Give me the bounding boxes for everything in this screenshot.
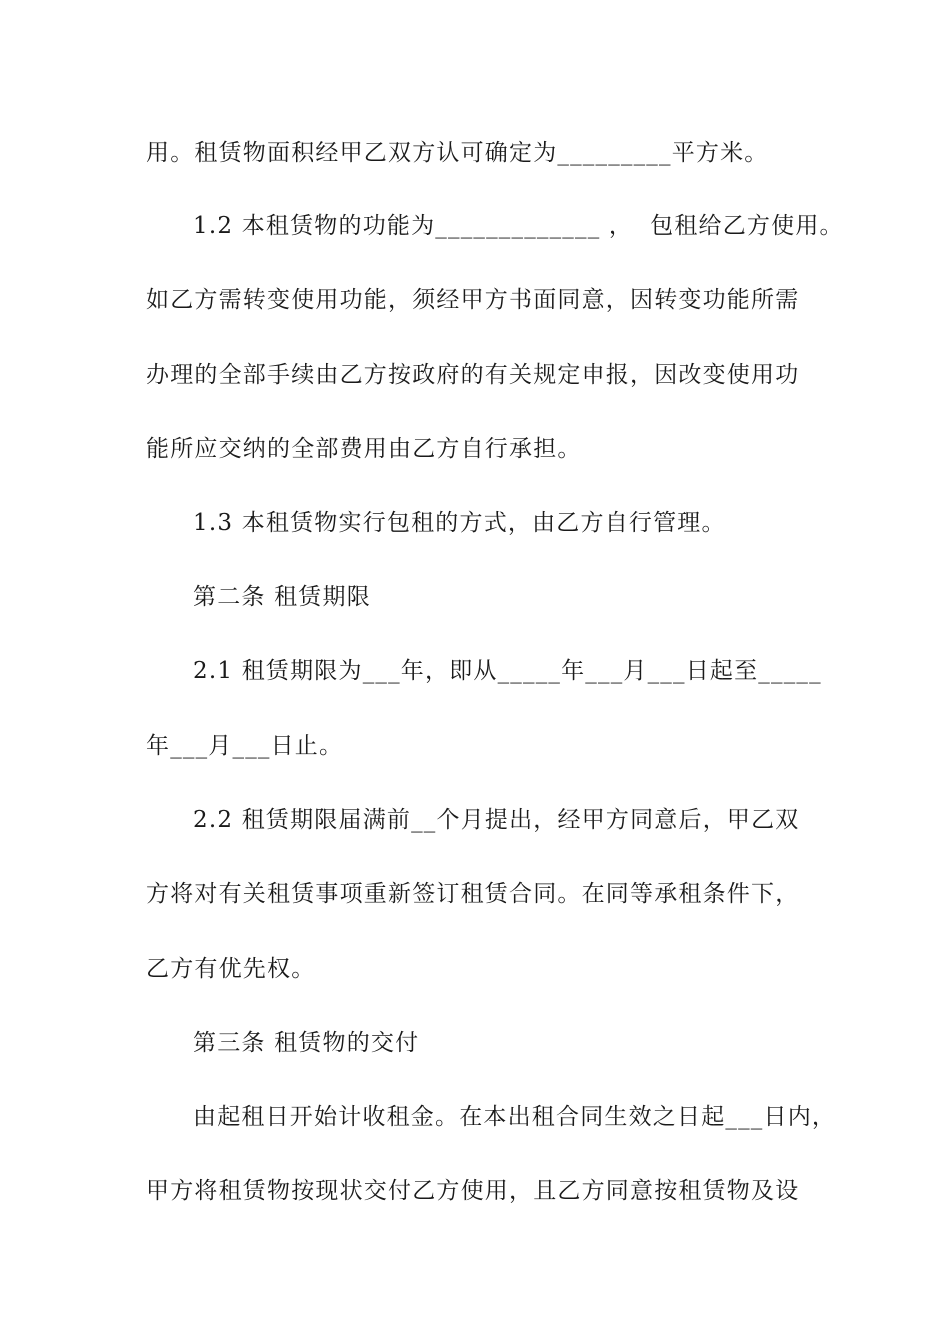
paragraph-line: 乙方有优先权。 bbox=[146, 956, 316, 982]
paragraph-line: 2.2 租赁期限届满前__个月提出，经甲方同意后，甲乙双 bbox=[193, 807, 800, 833]
paragraph-line: 年___月___日止。 bbox=[146, 733, 344, 759]
paragraph-line: 用。租赁物面积经甲乙双方认可确定为_________平方米。 bbox=[146, 140, 769, 166]
paragraph-line: 1.3 本租赁物实行包租的方式，由乙方自行管理。 bbox=[193, 510, 726, 536]
paragraph-line: 甲方将租赁物按现状交付乙方使用，且乙方同意按租赁物及设 bbox=[146, 1178, 800, 1204]
section-heading: 第二条 租赁期限 bbox=[193, 584, 371, 610]
section-heading: 第三条 租赁物的交付 bbox=[193, 1030, 420, 1056]
paragraph-line: 能所应交纳的全部费用由乙方自行承担。 bbox=[146, 436, 582, 462]
paragraph-line: 办理的全部手续由乙方按政府的有关规定申报，因改变使用功 bbox=[146, 362, 800, 388]
paragraph-line: 1.2 本租赁物的功能为_____________ ， 包租给乙方使用。 bbox=[193, 213, 844, 239]
paragraph-line: 方将对有关租赁事项重新签订租赁合同。在同等承租条件下， bbox=[146, 881, 800, 907]
paragraph-line: 如乙方需转变使用功能，须经甲方书面同意，因转变功能所需 bbox=[146, 287, 800, 313]
paragraph-line: 由起租日开始计收租金。在本出租合同生效之日起___日内， bbox=[193, 1104, 837, 1130]
paragraph-line: 2.1 租赁期限为___年，即从_____年___月___日起至_____ bbox=[193, 658, 822, 684]
